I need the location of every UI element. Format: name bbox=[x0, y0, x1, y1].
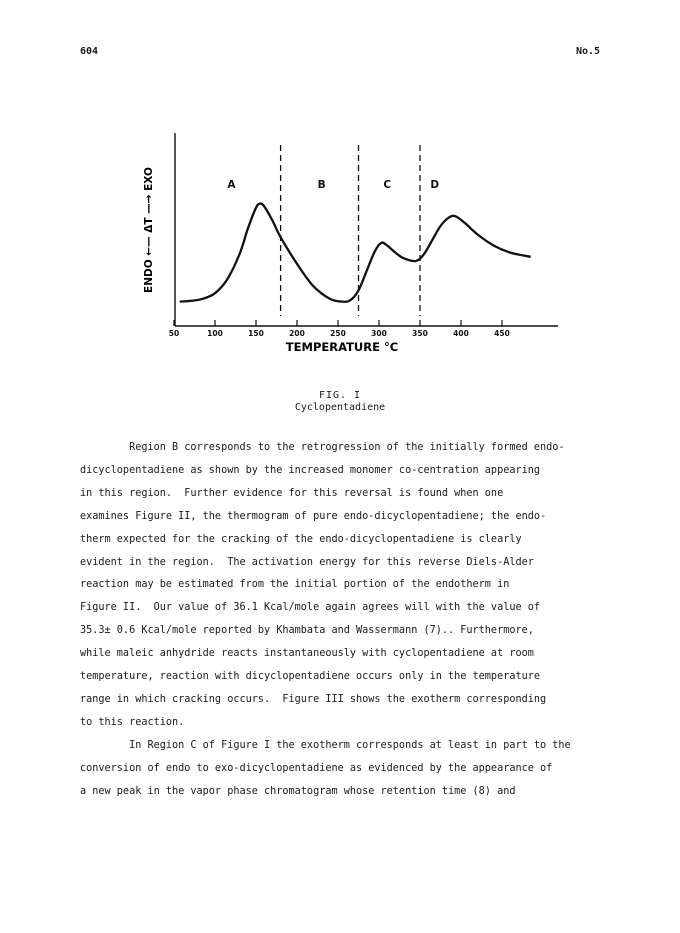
issue-number: No.5 bbox=[576, 46, 601, 57]
x-tick-label: 450 bbox=[494, 329, 510, 338]
x-tick-label: 300 bbox=[371, 329, 387, 338]
x-tick-label: 100 bbox=[207, 329, 223, 338]
text-line: therm expected for the cracking of the endo-dicyclopentadiene is clearly bbox=[80, 533, 522, 545]
chart-axes bbox=[175, 133, 558, 326]
text-line: dicyclopentadiene as shown by the increased monomer co-centration appearing bbox=[80, 464, 541, 476]
text-line: to this reaction. bbox=[80, 716, 185, 728]
page-number: 604 bbox=[80, 46, 99, 57]
region-label-b: B bbox=[317, 179, 326, 191]
text-line: conversion of endo to exo-dicyclopentadiene as evidenced by the appearance of bbox=[80, 762, 553, 774]
region-dividers bbox=[281, 145, 420, 316]
region-label-a: A bbox=[227, 179, 236, 191]
text-line: temperature, reaction with dicyclopentadiene occurs only in the temperature bbox=[80, 671, 541, 682]
text-line: In Region C of Figure I the exotherm corresponds at least in part to the bbox=[80, 739, 571, 751]
figure-label: FIG. I bbox=[318, 390, 362, 401]
thermogram-figure bbox=[0, 0, 680, 380]
text-line: 35.3± 0.6 Kcal/mole reported by Khambata and Wassermann (7).. Furthermore, bbox=[80, 625, 534, 637]
text-line: Region B corresponds to the retrogression of the initially formed endo- bbox=[80, 442, 565, 453]
x-tick-label: 250 bbox=[330, 329, 346, 338]
text-line: range in which cracking occurs. Figure III shows the exotherm corresponding bbox=[80, 693, 547, 705]
text-line: reaction may be estimated from the initial portion of the endotherm in bbox=[80, 579, 510, 591]
region-labels bbox=[227, 179, 439, 191]
x-tick-label: 150 bbox=[248, 329, 264, 338]
x-tick-label: 350 bbox=[412, 329, 428, 338]
text-line: a new peak in the vapor phase chromatogram whose retention time (8) and bbox=[80, 785, 516, 797]
y-axis-label: ENDO ←— ΔT —→ EXO bbox=[143, 167, 155, 293]
x-tick-label: 400 bbox=[453, 329, 469, 338]
text-line: in this region. Further evidence for this reversal is found when one bbox=[80, 487, 504, 499]
region-label-c: C bbox=[383, 179, 392, 191]
region-label-d: D bbox=[430, 179, 440, 191]
text-line: while maleic anhydride reacts instantaneously with cyclopentadiene at room bbox=[80, 648, 534, 660]
figure-title: Cyclopentadiene bbox=[294, 402, 386, 413]
x-tick-label: 50 bbox=[168, 329, 180, 338]
x-tick-label: 200 bbox=[289, 329, 305, 338]
text-line: Figure II. Our value of 36.1 Kcal/mole again agrees will with the value of bbox=[80, 602, 541, 614]
thermogram-curve bbox=[180, 204, 531, 302]
text-line: examines Figure II, the thermogram of pure endo-dicyclopentadiene; the endo- bbox=[80, 510, 547, 522]
x-axis-ticks bbox=[169, 320, 510, 338]
x-axis-label: TEMPERATURE °C bbox=[285, 340, 399, 354]
text-line: evident in the region. The activation energy for this reverse Diels-Alder bbox=[80, 556, 534, 568]
thermogram-curve-group bbox=[180, 204, 531, 302]
